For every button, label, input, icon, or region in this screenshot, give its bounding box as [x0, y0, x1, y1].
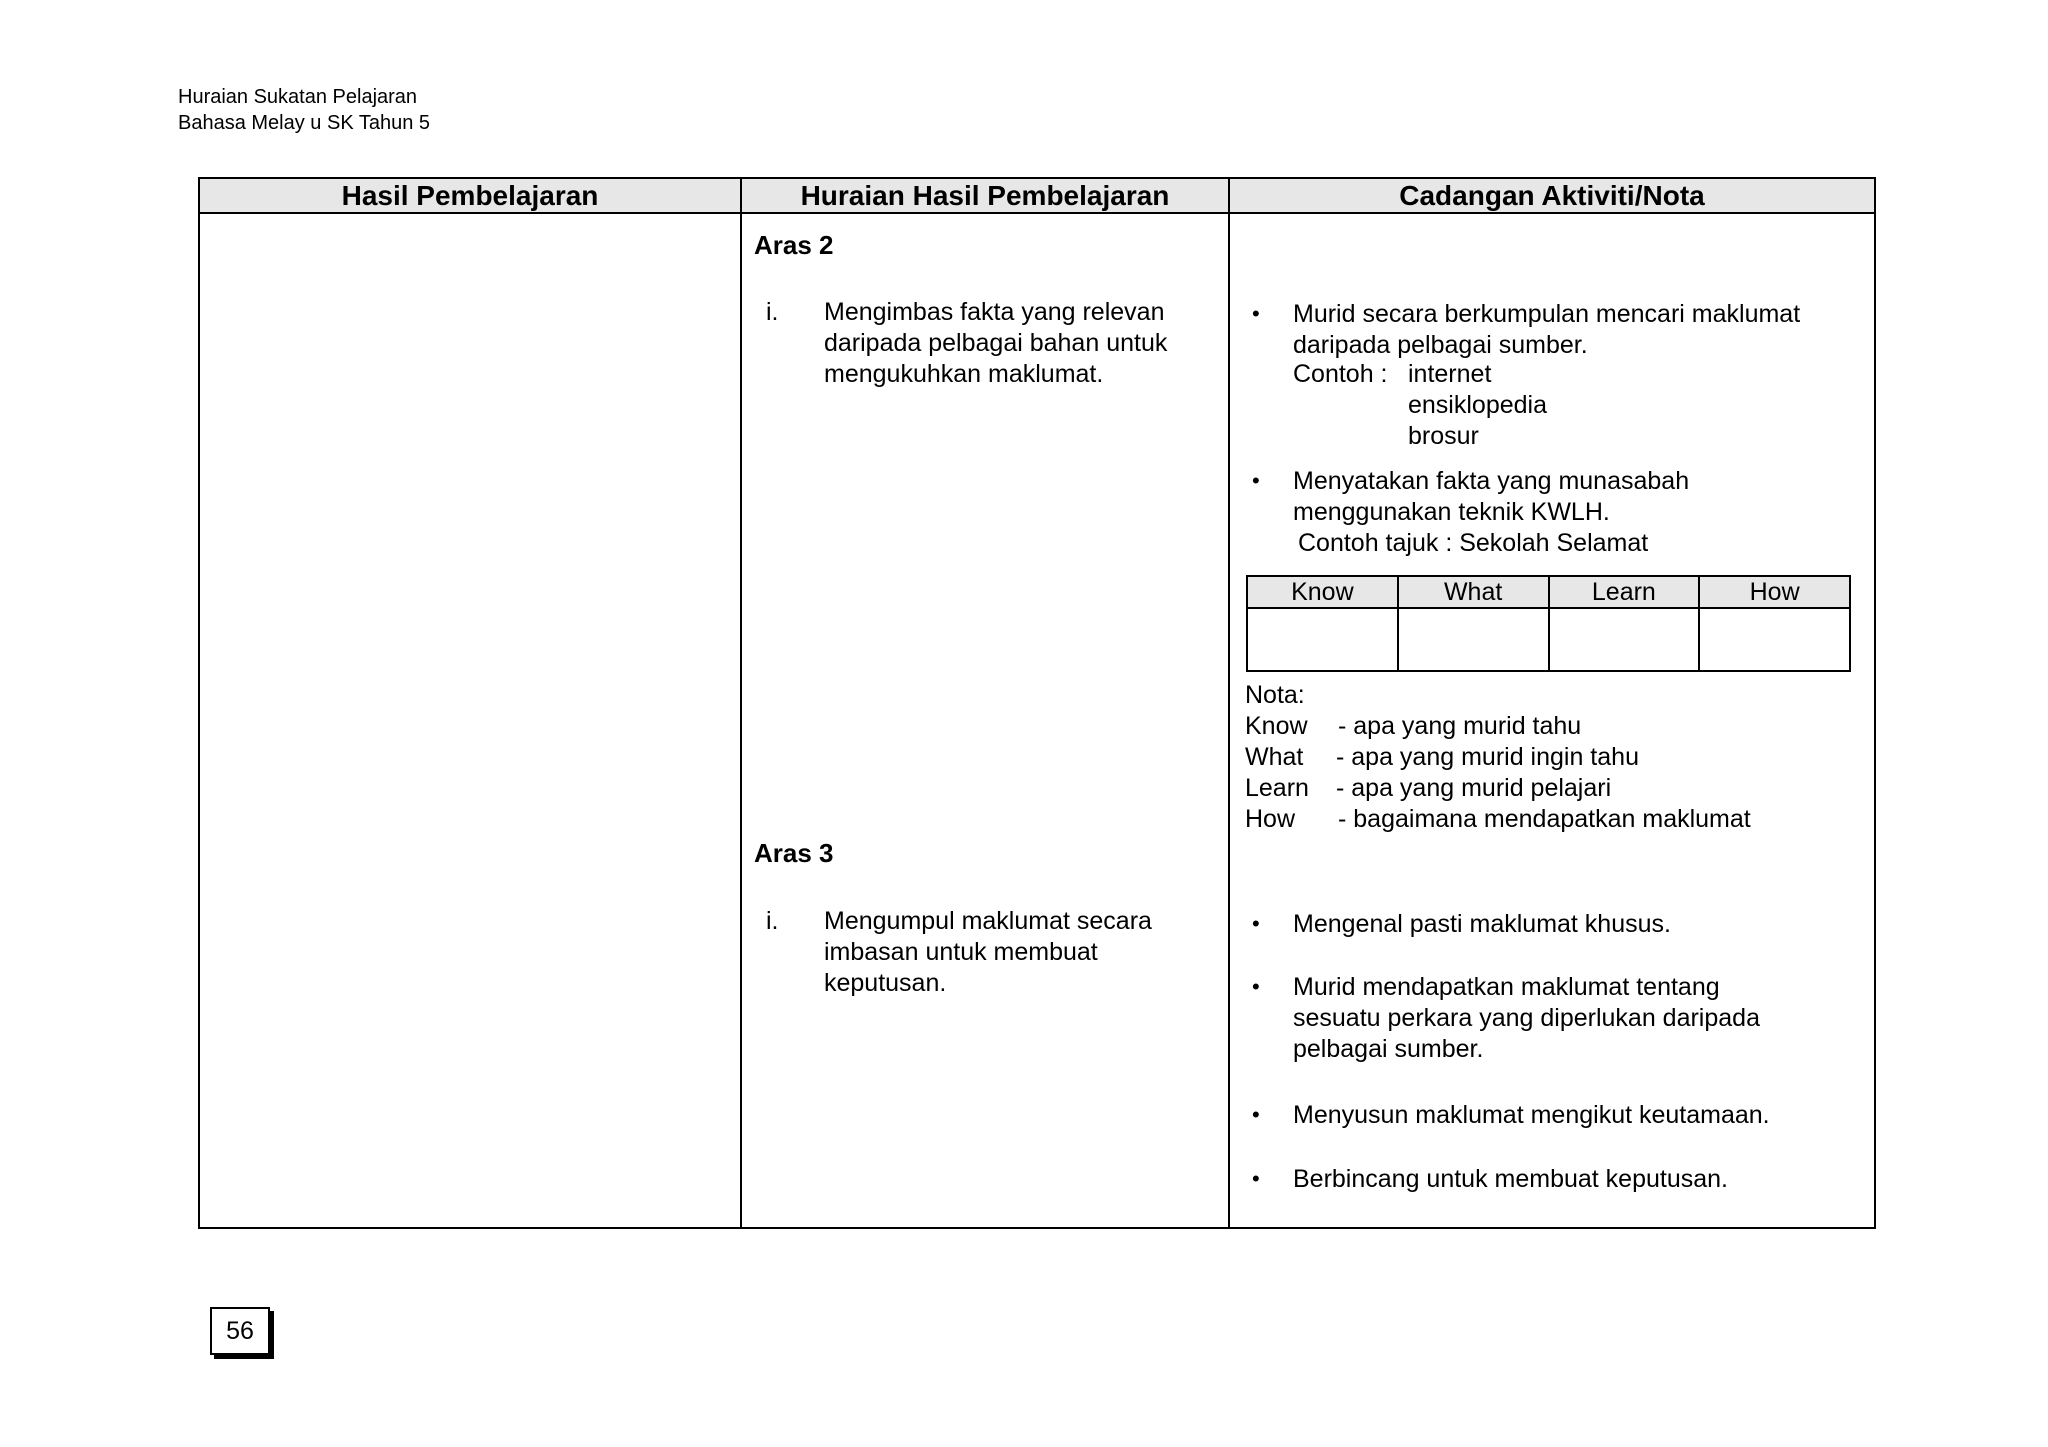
bullet-icon: •	[1252, 974, 1260, 999]
kwlh-table	[1246, 575, 1851, 672]
bullet-icon: •	[1252, 1166, 1260, 1191]
activity-kwlh: Menyatakan fakta yang munasabah menggunakan teknik KWLH.	[1293, 467, 1690, 526]
bullet-icon: •	[1252, 301, 1260, 326]
column-header-huraian: Huraian Hasil Pembelajaran	[741, 178, 1229, 213]
document-header-subtitle: Bahasa Melay u SK Tahun 5	[178, 112, 431, 134]
kwlh-cell	[1549, 608, 1700, 671]
contoh-tajuk: Contoh tajuk : Sekolah Selamat	[1298, 529, 1649, 557]
contoh-item: brosur	[1408, 422, 1479, 450]
bullet-icon: •	[1252, 1102, 1260, 1127]
column-header-hasil: Hasil Pembelajaran	[199, 178, 741, 213]
cell-hasil-pembelajaran	[199, 213, 741, 1228]
nota-desc-what: - apa yang murid ingin tahu	[1336, 743, 1639, 771]
activity-dapatkan-maklumat: Murid mendapatkan maklumat tentang sesuatu perkara yang diperlukan daripada pelbagai sumber.	[1293, 973, 1760, 1063]
nota-title: Nota:	[1245, 681, 1305, 709]
kwlh-header-how: How	[1699, 576, 1850, 608]
cell-cadangan-aktiviti	[1229, 213, 1875, 1228]
page-number: 56	[210, 1307, 270, 1355]
activity-berbincang: Berbincang untuk membuat keputusan.	[1293, 1165, 1728, 1193]
kwlh-cell	[1247, 608, 1398, 671]
activity-cari-maklumat: Murid secara berkumpulan mencari maklumat daripada pelbagai sumber.	[1293, 300, 1801, 359]
table-body-row	[199, 213, 1875, 1228]
activity-kenal-pasti: Mengenal pasti maklumat khusus.	[1293, 910, 1671, 938]
bullet-icon: •	[1252, 911, 1260, 936]
nota-desc-know: - apa yang murid tahu	[1338, 712, 1582, 740]
column-header-cadangan: Cadangan Aktiviti/Nota	[1229, 178, 1875, 213]
nota-term-what: What	[1245, 743, 1304, 771]
nota-term-learn: Learn	[1245, 774, 1309, 802]
activity-susun-maklumat: Menyusun maklumat mengikut keutamaan.	[1293, 1101, 1770, 1129]
kwlh-header-learn: Learn	[1549, 576, 1700, 608]
kwlh-cell	[1398, 608, 1549, 671]
nota-desc-how: - bagaimana mendapatkan maklumat	[1338, 805, 1751, 833]
aras-3-item-text: Mengumpul maklumat secara imbasan untuk membuat keputusan.	[824, 907, 1152, 997]
contoh-item: ensiklopedia	[1408, 391, 1547, 419]
nota-desc-learn: - apa yang murid pelajari	[1336, 774, 1612, 802]
nota-term-how: How	[1245, 805, 1296, 833]
aras-2-item-text: Mengimbas fakta yang relevan daripada pelbagai bahan untuk mengukuhkan maklumat.	[824, 298, 1168, 388]
kwlh-header-what: What	[1398, 576, 1549, 608]
document-header-title: Huraian Sukatan Pelajaran	[178, 86, 418, 108]
aras-3-item-marker: i.	[766, 907, 779, 935]
aras-2-heading: Aras 2	[754, 230, 834, 260]
kwlh-cell	[1699, 608, 1850, 671]
aras-3-heading: Aras 3	[754, 838, 834, 868]
contoh-item: internet	[1408, 360, 1492, 388]
contoh-list	[1408, 359, 1547, 452]
syllabus-table	[198, 177, 1876, 1229]
contoh-label: Contoh :	[1293, 360, 1388, 388]
bullet-icon: •	[1252, 468, 1260, 493]
cell-huraian	[741, 213, 1229, 1228]
aras-2-item-marker: i.	[766, 298, 779, 326]
table-header-row	[199, 178, 1875, 213]
nota-term-know: Know	[1245, 712, 1308, 740]
kwlh-header-know: Know	[1247, 576, 1398, 608]
